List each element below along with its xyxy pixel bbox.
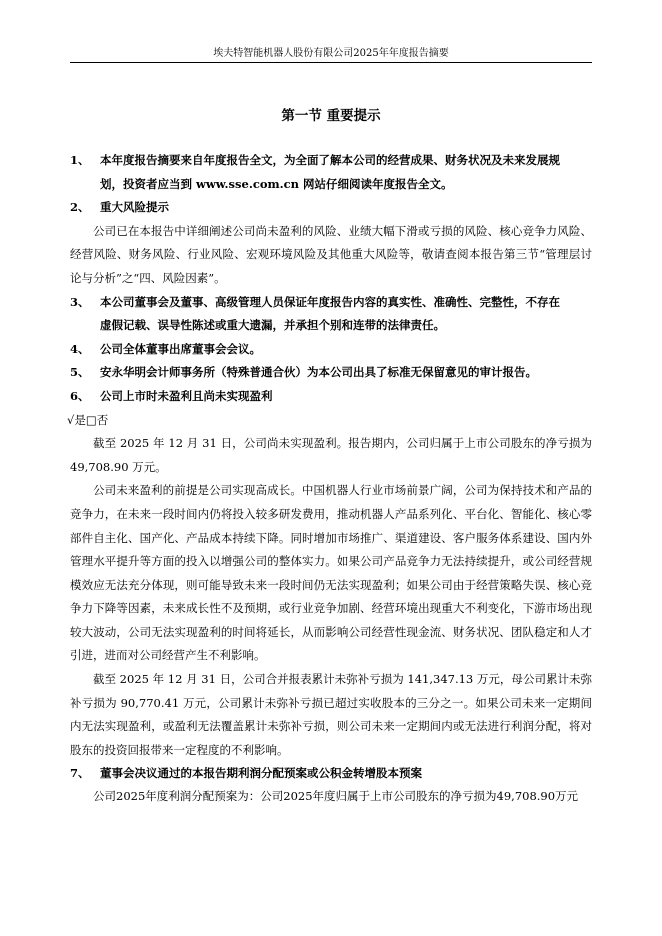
item-7-heading bbox=[70, 762, 592, 786]
item-number: 1、 bbox=[70, 153, 90, 167]
item-5-heading bbox=[70, 361, 592, 385]
item-number: 6、 bbox=[70, 388, 90, 403]
item-1-continuation: 划，投资者应当到 www.sse.com.cn 网站仔细阅读年度报告全文。 bbox=[100, 176, 453, 191]
page-header: 埃夫特智能机器人股份有限公司2025年年度报告摘要 bbox=[213, 48, 449, 59]
item-number: 5、 bbox=[70, 365, 90, 380]
item-6-heading bbox=[70, 385, 592, 409]
item-7-paragraph: 公司2025年度利润分配预案为：公司2025年度归属于上市公司股东的净亏损为49,708.90万元 bbox=[93, 789, 579, 804]
item-3-continuation: 虚假记载、误导性陈述或重大遗漏，并承担个别和连带的法律责任。 bbox=[100, 318, 445, 333]
item-6-paragraph-1: 截至 2025 年 12 月 31 日，公司尚未实现盈利。报告期内，公司归属于上市公司股东的净亏损为 49,708.90 万元。 bbox=[70, 436, 592, 474]
item-6-paragraph-2: 公司未来盈利的前提是公司实现高成长。中国机器人行业市场前景广阔，公司为保持技术和产品的竞争力，在未来一段时间内仍将投入较多研发费用，推动机器人产品系列化、平台化、智能化、核心零部件自主化、国产化、产品成本持续下降。同时增加市场推广、渠道建设、客户服务体系建设、国内外管理水平提升等方面的投入以增强公司的整体实力。如果公司产品竞争力无法持续提升，或公司经营规模效应无法充分体现，则可能导致未来一段时间仍无法实现盈利；如果公司由于经营策略失误、核心竞争力下降等因素，未来成长性不及预期，或行业竞争加剧、经营环境出现重大不利变化，下游市场出现较大波动，公司无法实现盈利的时间将延长，从而影响公司经营性现金流、财务状况、团队稳定和人才引进，进而对公司经营产生不利影响。 bbox=[70, 483, 592, 663]
item-6-title: 公司上市时未盈利且尚未实现盈利 bbox=[100, 388, 273, 403]
document-body bbox=[67, 149, 592, 806]
item-1-line1: 本年度报告摘要来自年度报告全文，为全面了解本公司的经营成果、财务状况及未来发展规 bbox=[100, 153, 560, 167]
yes-no-checkbox-line: √是□否 bbox=[67, 412, 109, 427]
item-2-paragraph: 公司已在本报告中详细阐述公司尚未盈利的风险、业绩大幅下滑或亏损的风险、核心竞争力风险、经营风险、财务风险、行业风险、宏观环境风险及其他重大风险等，敬请查阅本报告第三节“管理层讨论与分析”之“四、风险因素”。 bbox=[70, 223, 592, 285]
item-4-title: 公司全体董事出席董事会会议。 bbox=[100, 341, 261, 356]
item-1-heading bbox=[70, 149, 592, 173]
item-number: 4、 bbox=[70, 341, 90, 356]
item-3-heading bbox=[70, 291, 592, 315]
item-number: 7、 bbox=[70, 766, 90, 781]
item-2-title: 重大风险提示 bbox=[100, 200, 169, 215]
item-4-heading bbox=[70, 338, 592, 362]
item-number: 3、 bbox=[70, 294, 90, 309]
item-5-title: 安永华明会计师事务所（特殊普通合伙）为本公司出具了标准无保留意见的审计报告。 bbox=[100, 365, 537, 380]
item-6-paragraph-3: 截至 2025 年 12 月 31 日，公司合并报表累计未弥补亏损为 141,347.13 万元，母公司累计未弥补亏损为 90,770.41 万元，公司累计未弥补亏损已超过实收股本的三分之一。如果公司未来一定期间内无法实现盈利，或盈利无法覆盖累计未弥补亏损，则公司未来一定期间内或无法进行利润分配，将对股东的投资回报带来一定程度的不利影响。 bbox=[70, 672, 592, 757]
item-2-heading bbox=[70, 196, 592, 220]
item-7-title: 董事会决议通过的本报告期利润分配预案或公积金转增股本预案 bbox=[100, 766, 422, 781]
item-3-line1: 本公司董事会及董事、高级管理人员保证年度报告内容的真实性、准确性、完整性，不存在 bbox=[100, 294, 560, 309]
section-title: 第一节 重要提示 bbox=[281, 108, 381, 124]
item-number: 2、 bbox=[70, 200, 90, 215]
header-divider bbox=[70, 62, 592, 63]
